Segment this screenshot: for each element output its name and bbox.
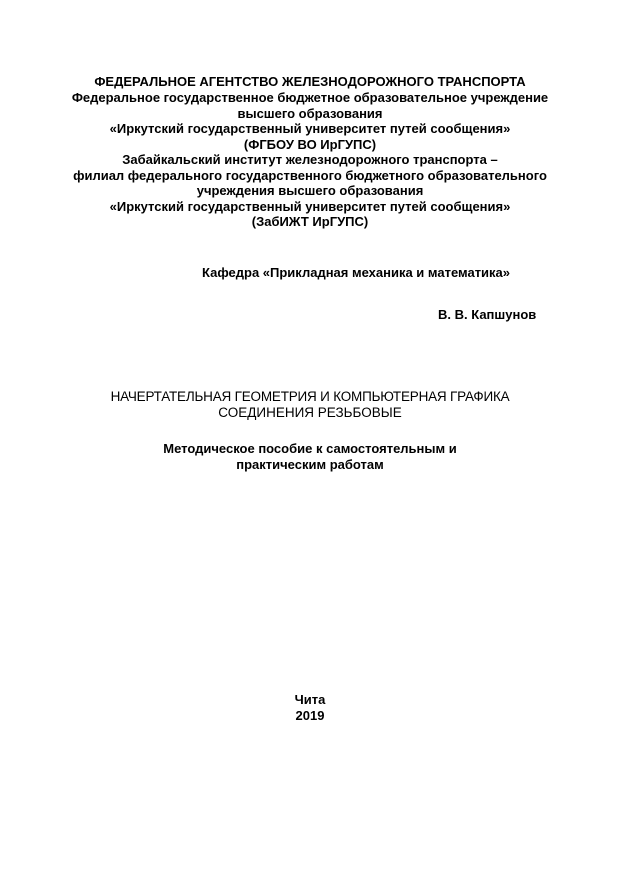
header-line: Федеральное государственное бюджетное образовательное учреждение [71,90,549,105]
header-line: высшего образования [237,106,383,121]
author-name: В. В. Капшунов [438,307,537,322]
city: Чита [294,692,326,707]
header-line: «Иркутский государственный университет путей сообщения» [109,199,511,214]
subtitle-line-2: практическим работам [236,457,384,472]
department-name: Кафедра «Прикладная механика и математика» [202,265,511,280]
document-title-line-2: СОЕДИНЕНИЯ РЕЗЬБОВЫЕ [218,405,402,420]
header-line: учреждения высшего образования [196,183,424,198]
header-line: (ЗабИЖТ ИрГУПС) [251,214,369,229]
document-title-line-1: НАЧЕРТАТЕЛЬНАЯ ГЕОМЕТРИЯ И КОМПЬЮТЕРНАЯ ГРАФИКА [110,389,510,404]
subtitle-line-1: Методическое пособие к самостоятельным и [163,441,457,456]
header-line: (ФГБОУ ВО ИрГУПС) [243,137,377,152]
header-line: филиал федерального государственного бюджетного образовательного [73,168,547,183]
header-line: ФЕДЕРАЛЬНОЕ АГЕНТСТВО ЖЕЛЕЗНОДОРОЖНОГО ТРАНСПОРТА [94,74,526,89]
header-line: «Иркутский государственный университет путей сообщения» [109,121,511,136]
year: 2019 [295,708,325,723]
header-line: Забайкальский институт железнодорожного транспорта – [122,152,498,167]
